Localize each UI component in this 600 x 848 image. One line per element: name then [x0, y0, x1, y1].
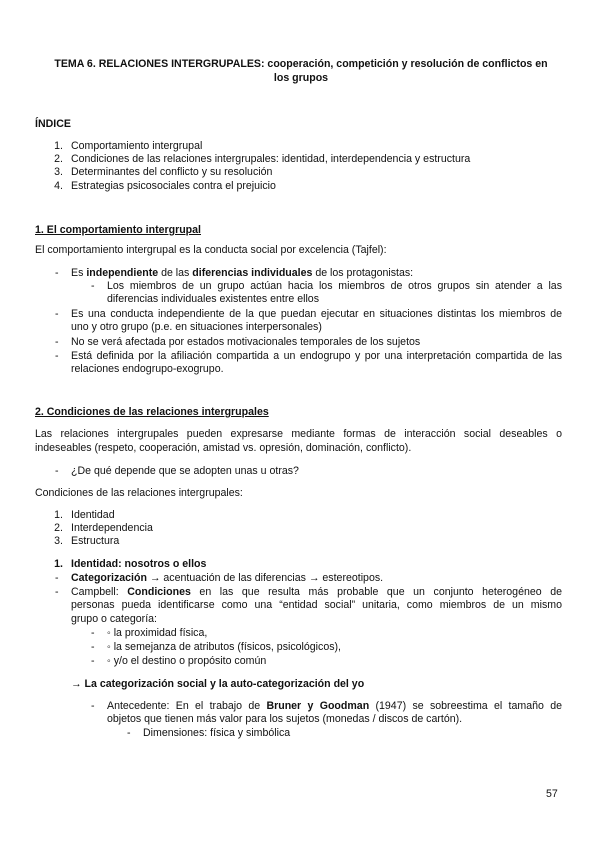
bullet-dash: - — [55, 586, 59, 598]
index-item: Comportamiento intergrupal — [71, 140, 203, 152]
index-item: Estrategias psicosociales contra el prejuicio — [71, 180, 276, 192]
bullet-3: No se verá afectada por estados motivacionales temporales de los sujetos — [71, 336, 421, 348]
sub-bullet-dash: - — [91, 627, 95, 639]
campbell-sub-item: ◦ la proximidad física, — [107, 627, 208, 639]
index-number: 4. — [54, 180, 63, 192]
campbell-line-1: Campbell: Condiciones en las que resulta más probable que un conjunto heterogéneo de — [71, 586, 563, 598]
sub-bullet-line-2: diferencias individuales existentes entre ellos — [107, 293, 319, 305]
index-heading: ÍNDICE — [35, 118, 71, 130]
document-title-line-2: los grupos — [273, 72, 329, 84]
condition-item: Estructura — [71, 535, 120, 547]
conditions-intro: Condiciones de las relaciones intergrupales: — [35, 487, 243, 499]
sub-bullet-dash: - — [91, 641, 95, 653]
index-item: Condiciones de las relaciones intergrupales: identidad, interdependencia y estructura — [71, 153, 471, 165]
antecedent-line-2: objetos que tienen más valor para los sujetos (monedas / discos de cartón). — [107, 713, 463, 725]
sub-sub-bullet-dash: - — [127, 727, 131, 739]
page-number: 57 — [546, 788, 558, 800]
bullet-dash: - — [55, 267, 59, 279]
bullet-dash: - — [55, 308, 59, 320]
bullet-independence: Es independiente de las diferencias individuales de los protagonistas: — [71, 267, 414, 279]
campbell-line-2: personas pueda identificarse como una “entidad social” unitaria, como miembros de un mismo — [71, 599, 562, 611]
index-item: Determinantes del conflicto y su resolución — [71, 166, 273, 178]
conditions-number: 3. — [54, 535, 63, 547]
section-1-intro: El comportamiento intergrupal es la conducta social por excelencia (Tajfel): — [35, 244, 387, 256]
question-bullet: ¿De qué depende que se adopten unas u otras? — [71, 465, 299, 477]
identity-number: 1. — [54, 558, 63, 570]
identity-heading: Identidad: nosotros o ellos — [71, 558, 207, 570]
sub-bullet-dash: - — [91, 700, 95, 712]
index-number: 3. — [54, 166, 63, 178]
campbell-sub-item: ◦ la semejanza de atributos (físicos, psicológicos), — [107, 641, 341, 653]
conditions-number: 1. — [54, 509, 63, 521]
condition-item: Identidad — [71, 509, 115, 521]
sub-bullet-dash: - — [91, 280, 95, 292]
dimensions-item: Dimensiones: física y simbólica — [143, 727, 291, 739]
categorization-bullet: Categorización → acentuación de las diferencias → estereotipos. — [71, 572, 384, 584]
condition-item: Interdependencia — [71, 522, 153, 534]
bullet-dash: - — [55, 336, 59, 348]
bullet-dash: - — [55, 572, 59, 584]
sub-bullet-dash: - — [91, 655, 95, 667]
antecedent-line-1: Antecedente: En el trabajo de Bruner y Goodman (1947) se sobreestima el tamaño de — [107, 700, 563, 712]
bullet-4-line-2: relaciones endogrupo-exogrupo. — [71, 363, 224, 375]
bullet-2-line-1: Es una conducta independiente de la que puedan ejecutar en situaciones distintas los miembros de — [71, 308, 562, 320]
index-number: 2. — [54, 153, 63, 165]
bullet-dash: - — [55, 350, 59, 362]
conditions-number: 2. — [54, 522, 63, 534]
document-title-line-1: TEMA 6. RELACIONES INTERGRUPALES: cooperación, competición y resolución de conflictos en — [54, 58, 548, 70]
section-1-heading: 1. El comportamiento intergrupal — [35, 224, 201, 236]
bullet-dash: - — [55, 465, 59, 477]
campbell-line-3: grupo o categoría: — [71, 613, 157, 625]
categorization-subheading: → La categorización social y la auto-categorización del yo — [71, 678, 365, 690]
index-number: 1. — [54, 140, 63, 152]
section-2-heading: 2. Condiciones de las relaciones intergrupales — [35, 406, 269, 418]
section-2-paragraph-line-2: indeseables (respeto, cooperación, amistad vs. opresión, dominación, conflicto). — [35, 442, 412, 454]
sub-bullet-line-1: Los miembros de un grupo actúan hacia los miembros de otros grupos sin atender a las — [107, 280, 562, 292]
section-2-paragraph-line-1: Las relaciones intergrupales pueden expresarse mediante formas de interacción social deseables o — [35, 428, 562, 440]
campbell-sub-item: ◦ y/o el destino o propósito común — [107, 655, 267, 667]
bullet-4-line-1: Está definida por la afiliación compartida a un endogrupo y por una interpretación compartida de las — [71, 350, 562, 362]
bullet-2-line-2: uno y otro grupo (p.e. en situaciones interpersonales) — [71, 321, 322, 333]
